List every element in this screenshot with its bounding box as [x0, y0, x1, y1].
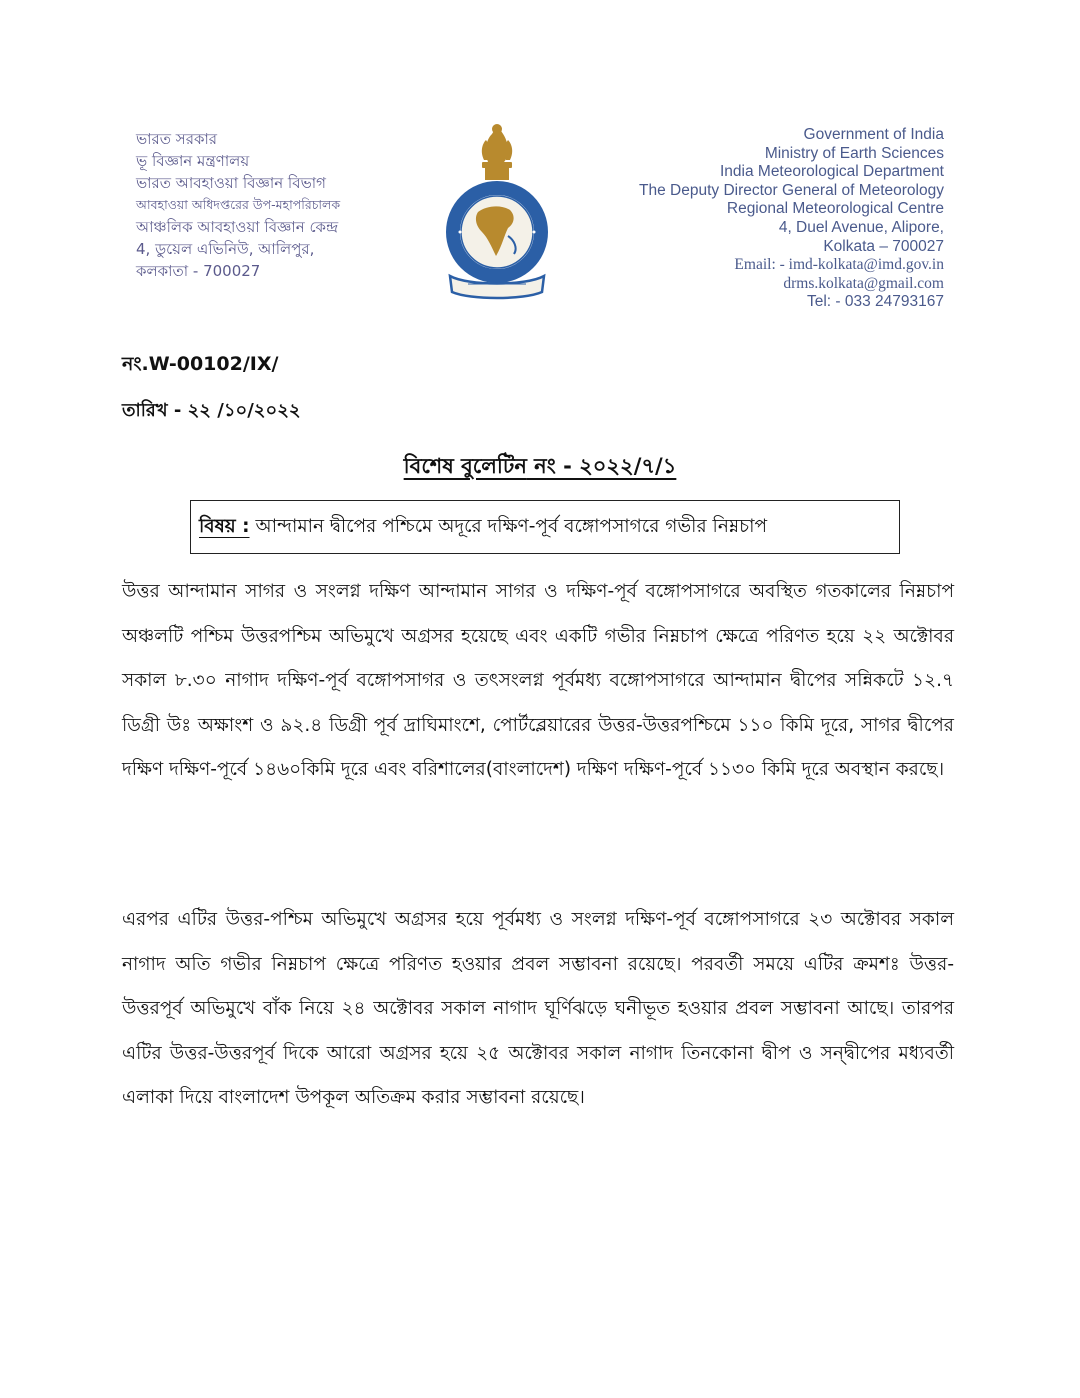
letterhead-phone: Tel: - 033 24793167 — [806, 293, 944, 311]
reference-number: নং.W-00102/IX/ — [122, 353, 279, 375]
letterhead-bengali-line: কলকাতা - 700027 — [136, 262, 261, 280]
letterhead-bengali-line: ভূ বিজ্ঞান মন্ত্রণালয় — [136, 152, 250, 170]
bulletin-title — [0, 450, 1080, 485]
letterhead-bengali-line: ভারত সরকার — [136, 130, 218, 148]
letterhead-bengali — [136, 128, 436, 282]
bulletin-number: নং - ২০২২/৭/১ — [526, 454, 677, 478]
imd-emblem-logo — [438, 120, 556, 302]
letterhead-english-line: The Deputy Director General of Meteorology — [639, 181, 944, 199]
letterhead-email: Email: - imd-kolkata@imd.gov.in — [734, 256, 944, 274]
subject-text: আন্দামান দ্বীপের পশ্চিমে অদূরে দক্ষিণ-পূর্ব বঙ্গোপসাগরে গভীর নিম্নচাপ — [255, 515, 768, 537]
letterhead-bengali-line: 4, ডুয়েল এভিনিউ, আলিপুর, — [136, 240, 315, 258]
document-date: তারিখ - ২২ /১০/২০২২ — [122, 400, 301, 421]
letterhead-english-line: Regional Meteorological Centre — [726, 200, 944, 218]
letterhead-english-line: 4, Duel Avenue, Alipore, — [778, 218, 944, 236]
subject-box — [190, 500, 900, 554]
letterhead-english — [564, 126, 944, 312]
letterhead-bengali-line: আঞ্চলিক আবহাওয়া বিজ্ঞান কেন্দ্র — [136, 218, 339, 236]
letterhead-english-line: Government of India — [803, 126, 944, 143]
letterhead-english-line: Ministry of Earth Sciences — [764, 144, 944, 162]
bulletin-label: বিশেষ বুলেটিন — [403, 454, 527, 478]
letterhead-english-line: Kolkata – 700027 — [823, 237, 944, 255]
letterhead-email-alt: drms.kolkata@gmail.com — [783, 274, 944, 292]
body-paragraph: এরপর এটির উত্তর-পশ্চিম অভিমুখে অগ্রসর হয়ে পূর্বমধ্য ও সংলগ্ন দক্ষিণ-পূর্ব বঙ্গোপসাগরে ২৩ অক্টোবর সকাল নাগাদ অতি গভীর নিম্নচাপ ক্ষেত্রে পরিণত হওয়ার প্রবল সম্ভাবনা রয়েছে। পরবর্তী সময়ে এটির ক্রমশঃ উত্তর-উত্তরপূর্ব অভিমুখে বাঁক নিয়ে ২৪ অক্টোবর সকাল নাগাদ ঘূর্ণিঝড়ে ঘনীভূত হওয়ার প্রবল সম্ভাবনা আছে। তারপর এটির উত্তর-উত্তরপূর্ব দিকে আরো অগ্রসর হয়ে ২৫ অক্টোবর সকাল নাগাদ তিনকোনা দ্বীপ ও সন্দ্বীপের মধ্যবর্তী এলাকা দিয়ে বাংলাদেশ উপকূল অতিক্রম করার সম্ভাবনা রয়েছে। — [122, 909, 954, 1108]
letterhead-bengali-line: আবহাওয়া অধিদপ্তরের উপ-মহাপরিচালক — [136, 197, 341, 212]
subject-label: বিষয় : — [199, 515, 250, 537]
letterhead-english-line: India Meteorological Department — [719, 163, 944, 181]
letterhead-bengali-line: ভারত আবহাওয়া বিজ্ঞান বিভাগ — [136, 174, 326, 192]
body-paragraph: উত্তর আন্দামান সাগর ও সংলগ্ন দক্ষিণ আন্দামান সাগর ও দক্ষিণ-পূর্ব বঙ্গোপসাগরে অবস্থিত গতকালের নিম্নচাপ অঞ্চলটি পশ্চিম উত্তরপশ্চিম অভিমুখে অগ্রসর হয়েছে এবং একটি গভীর নিম্নচাপ ক্ষেত্রে পরিণত হয়ে ২২ অক্টোবর সকাল ৮.৩০ নাগাদ দক্ষিণ-পূর্ব বঙ্গোপসাগর ও তৎসংলগ্ন পূর্বমধ্য বঙ্গোপসাগরে আন্দামান দ্বীপের সন্নিকটে ১২.৭ ডিগ্রী উঃ অক্ষাংশ ও ৯২.৪ ডিগ্রী পূর্ব দ্রাঘিমাংশে, পোর্টব্লেয়ারের উত্তর-উত্তরপশ্চিমে ১১০ কিমি দূরে, সাগর দ্বীপের দক্ষিণ দক্ষিণ-পূর্বে ১৪৬০কিমি দূরে এবং বরিশালের(বাংলাদেশ) দক্ষিণ দক্ষিণ-পূর্বে ১১৩০ কিমি দূরে অবস্থান করছে। — [122, 581, 954, 780]
